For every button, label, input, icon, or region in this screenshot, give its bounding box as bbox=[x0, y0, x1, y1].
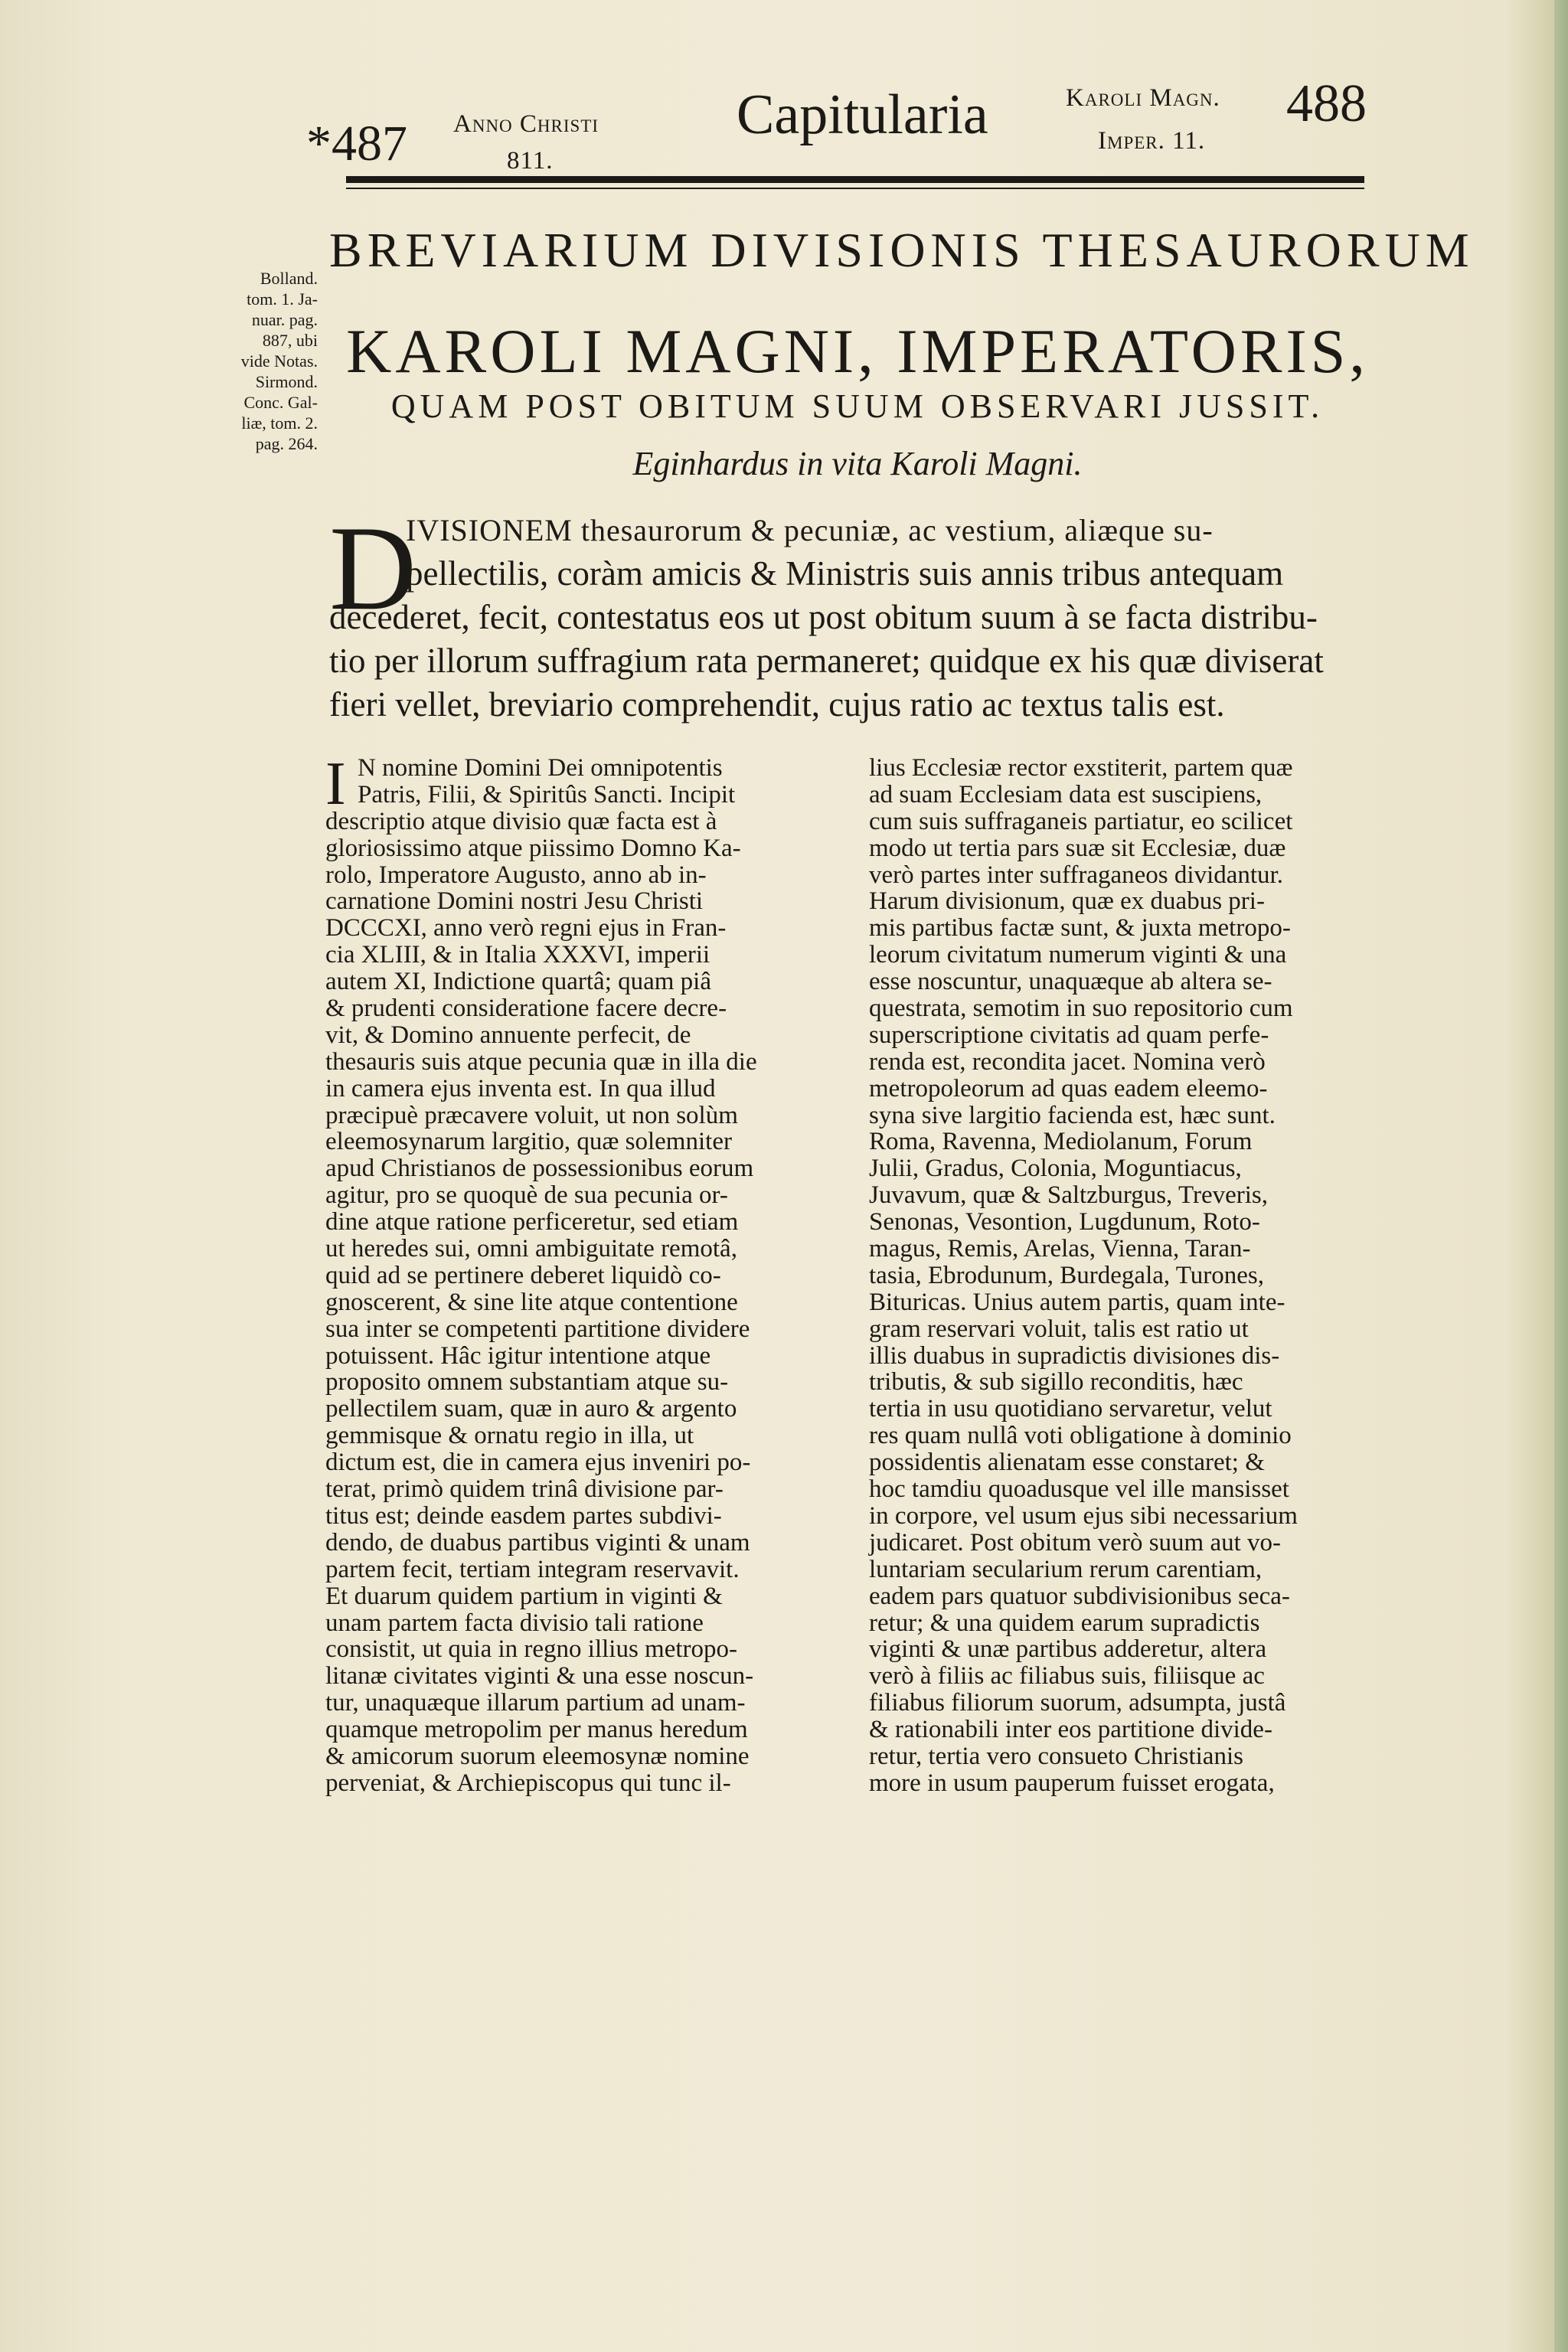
column-line: retur; & una quidem earum supradictis bbox=[869, 1609, 1260, 1637]
karoli-line-2: Imper. 11. bbox=[1098, 127, 1206, 155]
margin-note-line: vide Notas. bbox=[240, 351, 318, 371]
column-line: mis partibus factæ sunt, & juxta metropo- bbox=[869, 914, 1291, 942]
page-number-right: 488 bbox=[1286, 74, 1367, 133]
intro-line: fieri vellet, breviario comprehendit, cujus ratio ac textus talis est. bbox=[329, 685, 1225, 724]
column-line: pellectilem suam, quæ in auro & argento bbox=[325, 1395, 737, 1423]
column-line: Et duarum quidem partium in viginti & bbox=[325, 1582, 723, 1610]
column-line: tertia in usu quotidiano servaretur, velut bbox=[869, 1395, 1272, 1423]
column-line: partem fecit, tertiam integram reservavit. bbox=[325, 1555, 740, 1583]
column-line: in corpore, vel usum ejus sibi necessarium bbox=[869, 1501, 1298, 1530]
column-line: ut heredes sui, omni ambiguitate remotâ, bbox=[325, 1235, 737, 1263]
column-line: leorum civitatum numerum viginti & una bbox=[869, 941, 1287, 969]
intro-line: decederet, fecit, contestatus eos ut post obitum suum à se facta distribu- bbox=[329, 598, 1318, 636]
column-line: gnoscerent, & sine lite atque contentione bbox=[325, 1288, 738, 1316]
running-head-anno bbox=[453, 106, 599, 179]
title-attribution: Eginhardus in vita Karoli Magni. bbox=[632, 445, 1083, 482]
column-line: retur, tertia vero consueto Christianis bbox=[869, 1742, 1243, 1770]
column-line: vit, & Domino annuente perfecit, de bbox=[325, 1021, 691, 1049]
column-line: apud Christianos de possessionibus eorum bbox=[325, 1155, 754, 1183]
column-line: illis duabus in supradictis divisiones dis- bbox=[869, 1341, 1280, 1370]
column-line: ad suam Ecclesiam data est suscipiens, bbox=[869, 780, 1263, 808]
column-line: consistit, ut quia in regno illius metropo- bbox=[325, 1635, 738, 1664]
column-line: unam partem facta divisio tali ratione bbox=[325, 1609, 704, 1637]
column-line: possidentis alienatam esse constaret; & bbox=[869, 1449, 1265, 1477]
column-line: quamque metropolim per manus heredum bbox=[325, 1716, 748, 1744]
header-rule-thin bbox=[346, 188, 1364, 189]
column-line: judicaret. Post obitum verò suum aut vo- bbox=[869, 1528, 1282, 1557]
column-line: verò à filiis ac filiabus suis, filiisque ac bbox=[869, 1662, 1265, 1690]
anno-line-2: 811. bbox=[507, 147, 554, 175]
column-line: N nomine Domini Dei omnipotentis bbox=[358, 754, 723, 782]
column-line: rolo, Imperatore Augusto, anno ab in- bbox=[325, 861, 707, 889]
column-line: & rationabili inter eos partitione divide- bbox=[869, 1716, 1272, 1744]
karoli-line-1: Karoli Magn. bbox=[1066, 84, 1220, 112]
column-line: magus, Remis, Arelas, Vienna, Taran- bbox=[869, 1235, 1251, 1263]
column-line: metropoleorum ad quas eadem eleemo- bbox=[869, 1074, 1268, 1102]
column-line: filiabus filiorum suorum, adsumpta, justâ bbox=[869, 1689, 1286, 1717]
column-line: præcipuè præcavere voluit, ut non solùm bbox=[325, 1101, 738, 1129]
column-line: Bituricas. Unius autem partis, quam inte- bbox=[869, 1288, 1285, 1316]
column-line: modo ut tertia pars suæ sit Ecclesiæ, duæ bbox=[869, 834, 1286, 862]
column-line: gloriosissimo atque piissimo Domno Ka- bbox=[325, 834, 741, 862]
column-line: Julii, Gradus, Colonia, Moguntiacus, bbox=[869, 1155, 1242, 1183]
column-line: & amicorum suorum eleemosynæ nomine bbox=[325, 1742, 750, 1770]
margin-note-line: pag. 264. bbox=[255, 434, 318, 453]
column-line: proposito omnem substantiam atque su- bbox=[325, 1368, 729, 1396]
column-line: renda est, recondita jacet. Nomina verò bbox=[869, 1047, 1266, 1076]
column-line: Patris, Filii, & Spiritûs Sancti. Incipit bbox=[358, 780, 736, 808]
intro-dropcap: D bbox=[329, 501, 417, 635]
column-line: quid ad se pertinere deberet liquidò co- bbox=[325, 1261, 721, 1289]
column-line: Roma, Ravenna, Mediolanum, Forum bbox=[869, 1128, 1253, 1156]
column-line: tributis, & sub sigillo reconditis, hæc bbox=[869, 1368, 1243, 1396]
column-line: syna sive largitio facienda est, hæc sunt. bbox=[869, 1101, 1276, 1129]
intro-line: IVISIONEM thesaurorum & pecuniæ, ac vestium, aliæque su- bbox=[406, 513, 1214, 547]
margin-note-line: Sirmond. bbox=[255, 372, 318, 391]
margin-note-line: Bolland. bbox=[260, 269, 318, 288]
column-line: perveniat, & Archiepiscopus qui tunc il- bbox=[325, 1769, 731, 1797]
column-line: more in usum pauperum fuisset erogata, bbox=[869, 1769, 1275, 1797]
column-line: DCCCXI, anno verò regni ejus in Fran- bbox=[325, 914, 727, 942]
running-head-title: Capitularia bbox=[737, 83, 988, 146]
column-line: Harum divisionum, quæ ex duabus pri- bbox=[869, 887, 1265, 916]
column-line: thesauris suis atque pecunia quæ in illa die bbox=[325, 1047, 757, 1076]
column-line: & prudenti consideratione facere decre- bbox=[325, 995, 727, 1023]
margin-note-line: 887, ubi bbox=[262, 331, 318, 350]
margin-note bbox=[203, 268, 318, 454]
column-line: agitur, pro se quoquè de sua pecunia or- bbox=[325, 1181, 728, 1210]
column-line: descriptio atque divisio quæ facta est à bbox=[325, 807, 717, 835]
column-line: lius Ecclesiæ rector exstiterit, partem quæ bbox=[869, 754, 1293, 782]
column-line: gemmisque & ornatu regio in illa, ut bbox=[325, 1422, 694, 1450]
column-line: sua inter se competenti partitione dividere bbox=[325, 1315, 750, 1343]
running-head-karoli bbox=[1066, 77, 1220, 162]
column-line: esse noscuntur, unaquæque ab altera se- bbox=[869, 968, 1272, 996]
title-line-1: BREVIARIUM DIVISIONIS THESAURORUM bbox=[329, 223, 1475, 277]
intro-line: tio per illorum suffragium rata permaneret; quidque ex his quæ diviserat bbox=[329, 642, 1324, 680]
column-line: Senonas, Vesontion, Lugdunum, Roto- bbox=[869, 1208, 1260, 1236]
column-line: questrata, semotim in suo repositorio cum bbox=[869, 995, 1293, 1023]
title-line-3: QUAM POST OBITUM SUUM OBSERVARI JUSSIT. bbox=[390, 387, 1325, 425]
intro-paragraph bbox=[329, 501, 1382, 727]
column-line: verò partes inter suffraganeos dividantur. bbox=[869, 861, 1283, 889]
column-line: tur, unaquæque illarum partium ad unam- bbox=[325, 1689, 746, 1717]
margin-note-line: tom. 1. Ja- bbox=[247, 289, 318, 309]
anno-line-1: Anno Christi bbox=[453, 110, 599, 138]
column-line: dendo, de duabus partibus viginti & unam bbox=[325, 1528, 750, 1557]
column-line: res quam nullâ voti obligatione à dominio bbox=[869, 1422, 1292, 1450]
column-dropcap: I bbox=[325, 750, 346, 818]
column-line: potuissent. Hâc igitur intentione atque bbox=[325, 1341, 711, 1370]
column-line: terat, primò quidem trinâ divisione par- bbox=[325, 1475, 724, 1504]
column-line: dine atque ratione perficeretur, sed etiam bbox=[325, 1208, 739, 1236]
column-line: cia XLIII, & in Italia XXXVI, imperii bbox=[325, 941, 710, 969]
column-line: tasia, Ebrodunum, Burdegala, Turones, bbox=[869, 1261, 1265, 1289]
column-line: eadem pars quatuor subdivisionibus seca- bbox=[869, 1582, 1290, 1610]
page-number-left: *487 bbox=[306, 116, 407, 172]
margin-note-line: liæ, tom. 2. bbox=[241, 413, 318, 433]
intro-line: pellectilis, coràm amicis & Ministris suis annis tribus antequam bbox=[406, 554, 1284, 593]
column-line: hoc tamdiu quoadusque vel ille mansisset bbox=[869, 1475, 1289, 1504]
column-line: Juvavum, quæ & Saltzburgus, Treveris, bbox=[869, 1181, 1268, 1210]
column-line: litanæ civitates viginti & una esse noscun- bbox=[325, 1662, 754, 1690]
column-line: eleemosynarum largitio, quæ solemniter bbox=[325, 1128, 732, 1156]
column-line: in camera ejus inventa est. In qua illud bbox=[325, 1074, 716, 1102]
title-line-2: KAROLI MAGNI, IMPERATORIS, bbox=[346, 316, 1369, 386]
column-line: luntariam secularium rerum carentiam, bbox=[869, 1555, 1263, 1583]
header-rule-thick bbox=[346, 176, 1364, 183]
column-line: superscriptione civitatis ad quam perfe- bbox=[869, 1021, 1269, 1049]
margin-note-line: Conc. Gal- bbox=[243, 393, 318, 412]
text-column-left bbox=[325, 750, 861, 1797]
column-line: autem XI, Indictione quartâ; quam piâ bbox=[325, 968, 711, 996]
column-line: cum suis suffraganeis partiatur, eo scilicet bbox=[869, 807, 1293, 835]
margin-note-line: nuar. pag. bbox=[251, 310, 318, 329]
column-line: gram reservari voluit, talis est ratio ut bbox=[869, 1315, 1249, 1343]
column-line: carnatione Domini nostri Jesu Christi bbox=[325, 887, 704, 916]
page-edge bbox=[1554, 0, 1568, 2352]
text-column-right bbox=[869, 755, 1405, 1797]
column-line: viginti & unæ partibus adderetur, altera bbox=[869, 1635, 1267, 1664]
column-line: titus est; deinde easdem partes subdivi- bbox=[325, 1501, 722, 1530]
column-line: dictum est, die in camera ejus inveniri po- bbox=[325, 1449, 751, 1477]
